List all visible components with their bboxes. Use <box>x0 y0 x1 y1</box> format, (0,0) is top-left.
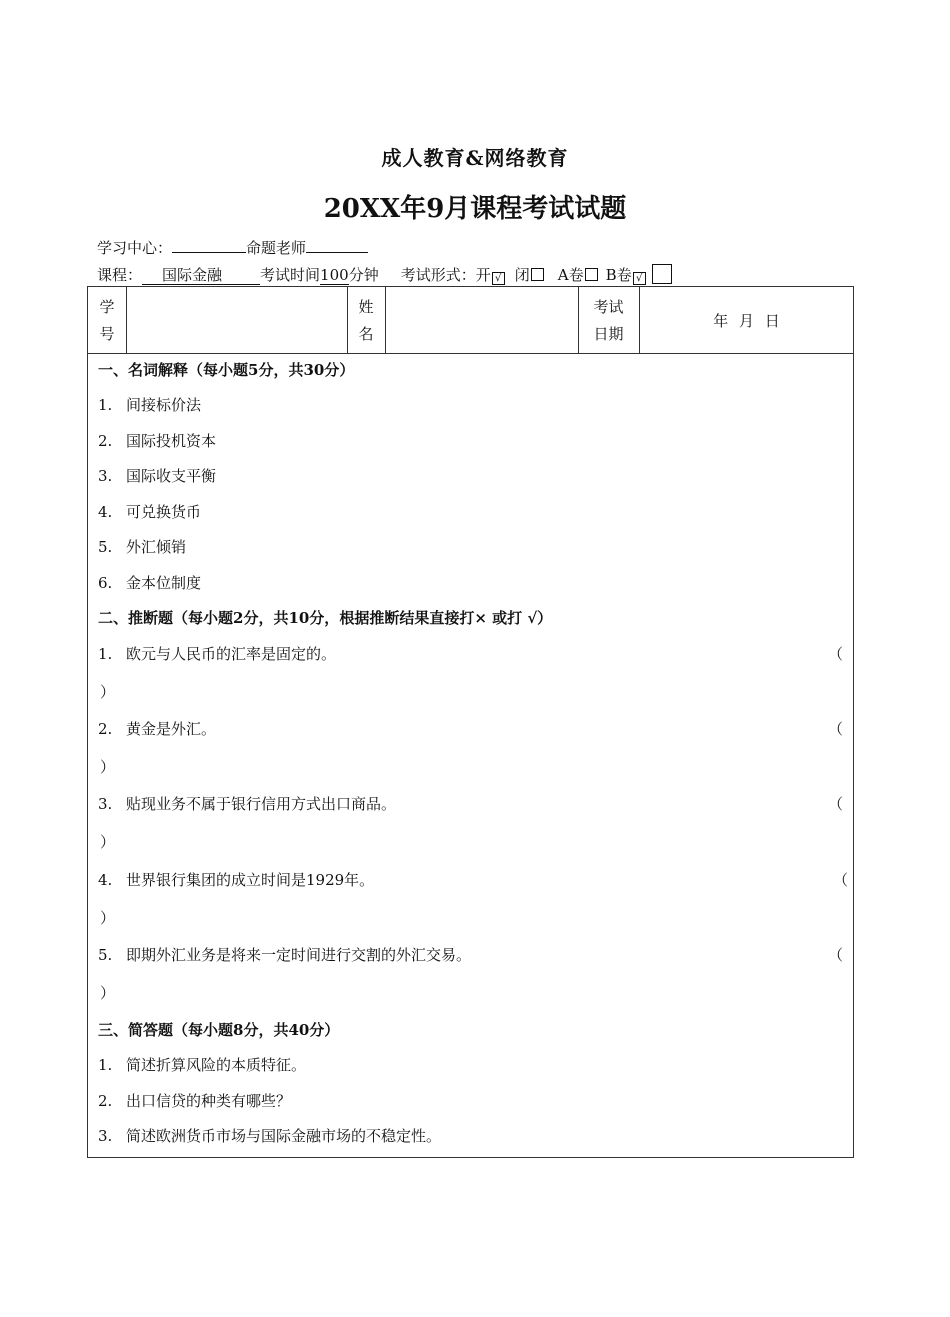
list-item: 4. 可兑换货币 <box>98 503 202 521</box>
answer-open-paren: （ <box>833 871 849 889</box>
section-2-heading: 二、推断题（每小题2分，共10分，根据推断结果直接打× 或打 √） <box>98 609 553 627</box>
study-center-label: 学习中心： <box>97 239 173 257</box>
answer-close-paren: ） <box>100 758 116 776</box>
exam-time-value: 100 <box>320 266 349 284</box>
list-item: 2. 黄金是外汇。 <box>98 720 217 738</box>
list-item: 3. 简述欧洲货币市场与国际金融市场的不稳定性。 <box>98 1127 442 1145</box>
answer-close-paren: ） <box>100 909 116 927</box>
exam-title: 20XX年9月课程考试试题 <box>323 194 627 224</box>
list-item: 1. 简述折算风险的本质特征。 <box>98 1056 307 1074</box>
list-item: 1. 欧元与人民币的汇率是固定的。 <box>98 645 337 663</box>
student-id-label: 学 号 <box>99 297 115 343</box>
closed-checkbox[interactable] <box>531 268 544 281</box>
answer-open-paren: （ <box>828 946 844 964</box>
extra-box[interactable] <box>652 264 672 284</box>
list-item: 5. 即期外汇业务是将来一定时间进行交割的外汇交易。 <box>98 946 472 964</box>
paper-b-label: B卷 <box>605 266 632 284</box>
open-label: 开 <box>475 266 491 284</box>
study-center-field[interactable] <box>172 236 246 253</box>
course-value: 国际金融 <box>142 266 260 285</box>
answer-open-paren: （ <box>828 720 844 738</box>
list-item: 5. 外汇倾销 <box>98 538 187 556</box>
list-item: 2. 国际投机资本 <box>98 432 217 450</box>
teacher-label: 命题老师 <box>246 239 307 257</box>
info-line-2 <box>97 264 672 285</box>
org-title: 成人教育&网络教育 <box>381 146 569 170</box>
name-label: 姓 名 <box>358 297 374 343</box>
answer-open-paren: （ <box>828 645 844 663</box>
teacher-field[interactable] <box>306 236 368 253</box>
exam-frame <box>87 286 854 1158</box>
list-item: 3. 贴现业务不属于银行信用方式出口商品。 <box>98 795 397 813</box>
answer-close-paren: ） <box>100 833 116 851</box>
list-item: 1. 间接标价法 <box>98 396 202 414</box>
info-line-1 <box>97 236 368 258</box>
answer-close-paren: ） <box>100 984 116 1002</box>
course-label: 课程： <box>97 266 143 284</box>
exam-form-label: 考试形式： <box>400 266 476 284</box>
paper-a-checkbox[interactable] <box>585 268 598 281</box>
list-item: 4. 世界银行集团的成立时间是1929年。 <box>98 871 375 889</box>
paper-b-checkbox[interactable]: √ <box>633 272 646 285</box>
student-id-field[interactable] <box>127 287 346 353</box>
answer-close-paren: ） <box>100 683 116 701</box>
section-3-heading: 三、简答题（每小题8分，共40分） <box>98 1021 340 1039</box>
section-1-heading: 一、名词解释（每小题5分，共30分） <box>98 361 355 379</box>
list-item: 6. 金本位制度 <box>98 574 202 592</box>
paper-a-label: A卷 <box>557 266 584 284</box>
header-row <box>88 287 853 354</box>
open-checkbox[interactable]: √ <box>492 272 505 285</box>
exam-time-unit: 分钟 <box>348 266 379 284</box>
name-field[interactable] <box>386 287 577 353</box>
exam-date-field[interactable]: 年 月 日 <box>713 312 780 330</box>
closed-label: 闭 <box>514 266 530 284</box>
list-item: 3. 国际收支平衡 <box>98 467 217 485</box>
answer-open-paren: （ <box>828 795 844 813</box>
list-item: 2. 出口信贷的种类有哪些？ <box>98 1092 292 1110</box>
exam-date-label: 考试 日期 <box>593 297 624 343</box>
exam-time-label: 考试时间 <box>260 266 321 284</box>
